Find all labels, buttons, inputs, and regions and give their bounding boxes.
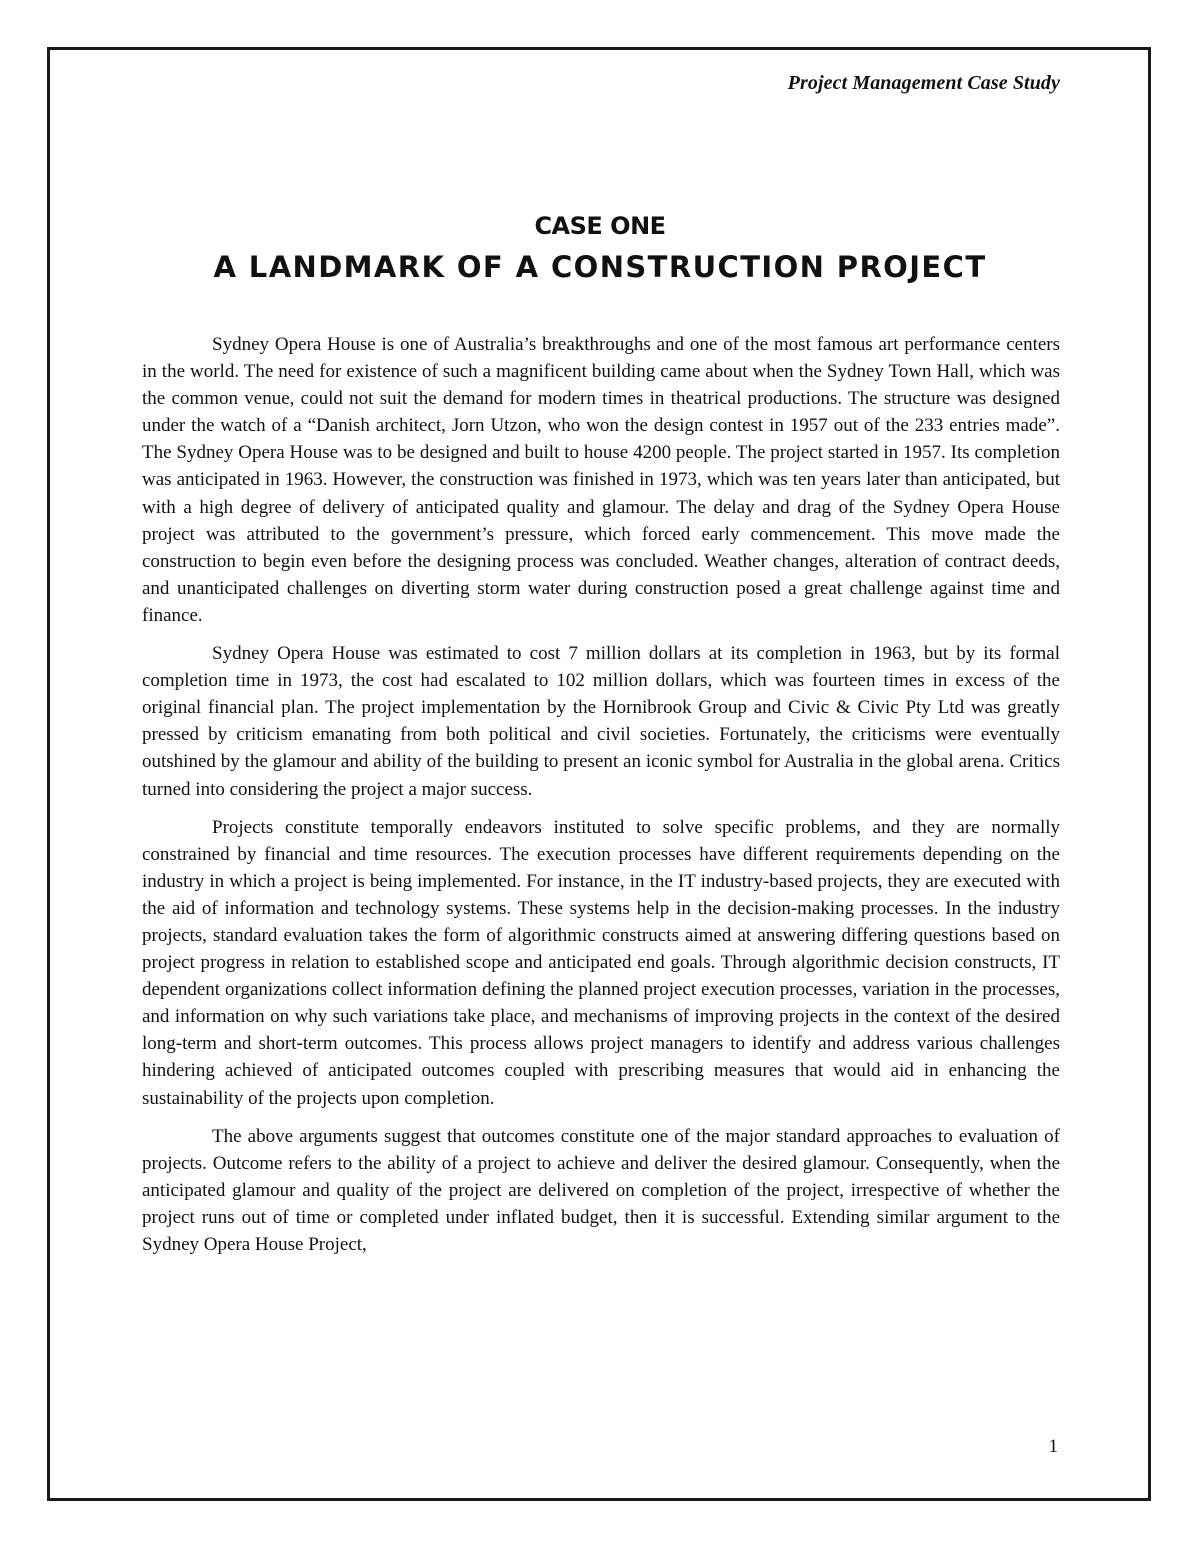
paragraph-2: Sydney Opera House was estimated to cost 7 million dollars at its completion in 1963, but by its formal completion time in 1973, the cost had escalated to 102 million dollars, which was fourteen times in excess of the original financial plan. The project implementation by the Hornibrook Group and Civic & Civic Pty Ltd was greatly pressed by criticism emanating from both political and civil societies. Fortunately, the criticisms were eventually outshined by the glamour and ability of the building to present an iconic symbol for Australia in the global arena. Critics turned into considering the project a major success. bbox=[142, 643, 1060, 800]
paragraph-1: Sydney Opera House is one of Australia’s breakthroughs and one of the most famous art performance centers in the world. The need for existence of such a magnificent building came about when the Sydney Town Hall, which was the common venue, could not suit the demand for modern times in theatrical productions. The structure was designed under the watch of a “Danish architect, Jorn Utzon, who won the design contest in 1957 out of the 233 entries made”. The Sydney Opera House was to be designed and built to house 4200 people. The project started in 1957. Its completion was anticipated in 1963. However, the construction was finished in 1973, which was ten years later than anticipated, but with a high degree of delivery of anticipated quality and glamour. The delay and drag of the Sydney Opera House project was attributed to the government’s pressure, which forced early commencement. This move made the construction to begin even before the designing process was concluded. Weather changes, alteration of contract deeds, and unanticipated challenges on diverting storm water during construction posed a great challenge against time and finance. bbox=[142, 334, 1060, 626]
case-label: CASE ONE bbox=[534, 212, 666, 240]
paragraph-4: The above arguments suggest that outcomes constitute one of the major standard approaches to evaluation of projects. Outcome refers to the ability of a project to achieve and deliver the desired glamour. Consequently, when the anticipated glamour and quality of the project are delivered on completion of the project, irrespective of whether the project runs out of time or completed under inflated budget, then it is successful. Extending similar argument to the Sydney Opera House Project, bbox=[142, 1125, 1060, 1255]
running-header: Project Management Case Study bbox=[787, 72, 1060, 94]
paragraph-3: Projects constitute temporally endeavors instituted to solve specific problems, and they are normally constrained by financial and time resources. The execution processes have different requirements depending on the industry in which a project is being implemented. For instance, in the IT industry-based projects, they are executed with the aid of information and technology systems. These systems help in the decision-making processes. In the industry projects, standard evaluation takes the form of algorithmic constructs aimed at answering differing questions based on project progress in relation to established scope and anticipated end goals. Through algorithmic decision constructs, IT dependent organizations collect information defining the planned project execution processes, variation in the processes, and information on why such variations take place, and mechanisms of improving projects in the context of the desired long-term and short-term outcomes. This process allows project managers to identify and address various challenges hindering achieved of anticipated outcomes coupled with prescribing measures that would aid in enhancing the sustainability of the projects upon completion. bbox=[142, 816, 1060, 1109]
body-text bbox=[142, 331, 1060, 1269]
case-title: A LANDMARK OF A CONSTRUCTION PROJECT bbox=[213, 250, 987, 284]
page-number: 1 bbox=[1048, 1436, 1058, 1457]
